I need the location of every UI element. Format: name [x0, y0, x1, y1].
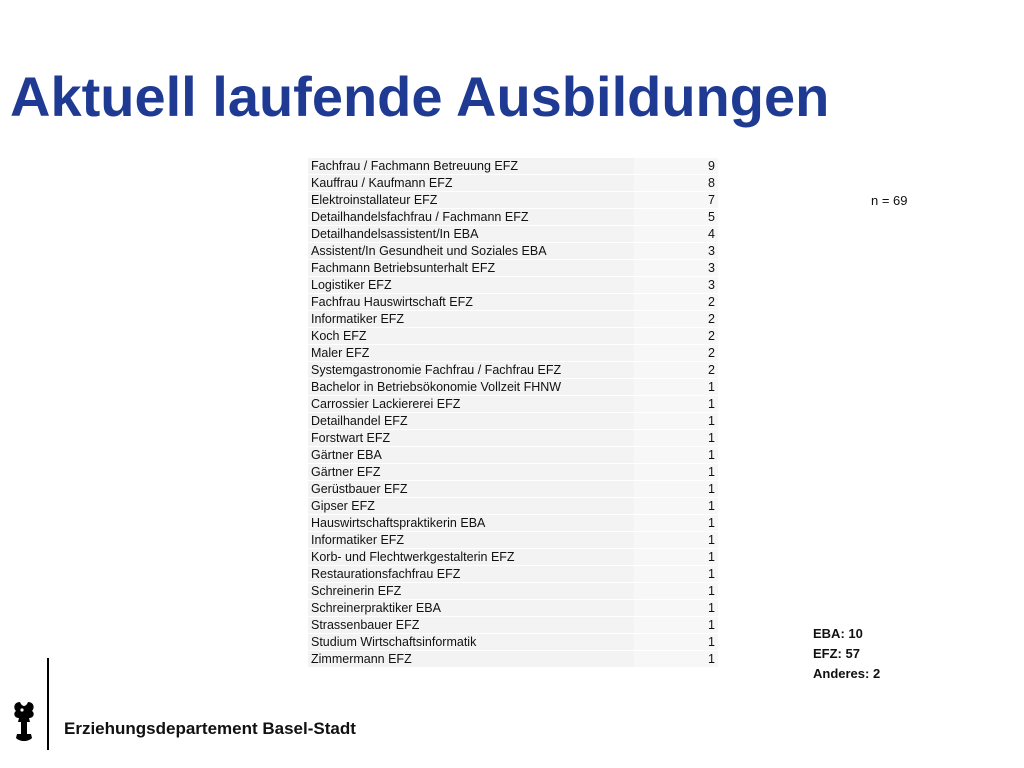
training-name: Maler EFZ — [308, 345, 634, 362]
training-table-body — [308, 158, 718, 668]
training-name: Informatiker EFZ — [308, 311, 634, 328]
table-row — [308, 345, 718, 362]
training-count: 2 — [634, 345, 718, 362]
table-row — [308, 549, 718, 566]
table-row — [308, 481, 718, 498]
training-name: Strassenbauer EFZ — [308, 617, 634, 634]
training-count: 1 — [634, 498, 718, 515]
training-count: 1 — [634, 396, 718, 413]
training-count: 1 — [634, 379, 718, 396]
training-name: Fachfrau / Fachmann Betreuung EFZ — [308, 158, 634, 175]
table-row — [308, 328, 718, 345]
department-name: Erziehungsdepartement Basel-Stadt — [64, 719, 356, 738]
training-name: Hauswirtschaftspraktikerin EBA — [308, 515, 634, 532]
training-name: Gärtner EBA — [308, 447, 634, 464]
training-name: Zimmermann EFZ — [308, 651, 634, 668]
table-row — [308, 583, 718, 600]
footer-divider — [47, 658, 49, 750]
table-row — [308, 532, 718, 549]
summary-eba: EBA: 10 — [813, 626, 863, 641]
table-row — [308, 362, 718, 379]
training-count: 3 — [634, 243, 718, 260]
training-count: 1 — [634, 583, 718, 600]
table-row — [308, 617, 718, 634]
table-row — [308, 192, 718, 209]
training-name: Gerüstbauer EFZ — [308, 481, 634, 498]
table-row — [308, 413, 718, 430]
table-row — [308, 498, 718, 515]
training-name: Forstwart EFZ — [308, 430, 634, 447]
training-name: Elektroinstallateur EFZ — [308, 192, 634, 209]
table-row — [308, 260, 718, 277]
training-name: Detailhandelsfachfrau / Fachmann EFZ — [308, 209, 634, 226]
page-title: Aktuell laufende Ausbildungen — [10, 65, 830, 128]
table-row — [308, 566, 718, 583]
training-count: 1 — [634, 651, 718, 668]
training-count: 3 — [634, 260, 718, 277]
training-count: 1 — [634, 515, 718, 532]
training-count: 2 — [634, 311, 718, 328]
table-row — [308, 464, 718, 481]
training-name: Logistiker EFZ — [308, 277, 634, 294]
training-count: 1 — [634, 532, 718, 549]
training-count: 2 — [634, 362, 718, 379]
training-name: Koch EFZ — [308, 328, 634, 345]
training-name: Restaurationsfachfrau EFZ — [308, 566, 634, 583]
training-count: 1 — [634, 600, 718, 617]
training-count: 1 — [634, 634, 718, 651]
baselstab-icon — [10, 700, 40, 744]
table-row — [308, 175, 718, 192]
training-count: 3 — [634, 277, 718, 294]
sample-size-label: n = 69 — [871, 193, 908, 208]
training-name: Schreinerpraktiker EBA — [308, 600, 634, 617]
training-name: Schreinerin EFZ — [308, 583, 634, 600]
training-name: Fachfrau Hauswirtschaft EFZ — [308, 294, 634, 311]
training-name: Korb- und Flechtwerkgestalterin EFZ — [308, 549, 634, 566]
training-count: 1 — [634, 447, 718, 464]
table-row — [308, 294, 718, 311]
training-name: Gipser EFZ — [308, 498, 634, 515]
table-row — [308, 379, 718, 396]
training-count: 2 — [634, 294, 718, 311]
training-count: 1 — [634, 617, 718, 634]
table-row — [308, 600, 718, 617]
table-row — [308, 447, 718, 464]
training-name: Fachmann Betriebsunterhalt EFZ — [308, 260, 634, 277]
training-name: Detailhandelsassistent/In EBA — [308, 226, 634, 243]
training-count: 1 — [634, 430, 718, 447]
training-count: 5 — [634, 209, 718, 226]
table-row — [308, 634, 718, 651]
training-name: Assistent/In Gesundheit und Soziales EBA — [308, 243, 634, 260]
table-row — [308, 651, 718, 668]
training-count: 8 — [634, 175, 718, 192]
training-name: Systemgastronomie Fachfrau / Fachfrau EFZ — [308, 362, 634, 379]
table-row — [308, 243, 718, 260]
table-row — [308, 277, 718, 294]
table-row — [308, 515, 718, 532]
summary-block — [813, 624, 880, 684]
training-count: 1 — [634, 481, 718, 498]
table-row — [308, 226, 718, 243]
training-name: Gärtner EFZ — [308, 464, 634, 481]
training-count: 1 — [634, 413, 718, 430]
training-table — [308, 158, 718, 668]
table-row — [308, 209, 718, 226]
table-row — [308, 311, 718, 328]
training-count: 7 — [634, 192, 718, 209]
table-row — [308, 396, 718, 413]
training-name: Detailhandel EFZ — [308, 413, 634, 430]
training-count: 2 — [634, 328, 718, 345]
training-count: 1 — [634, 549, 718, 566]
training-count: 4 — [634, 226, 718, 243]
table-row — [308, 430, 718, 447]
training-name: Carrossier Lackiererei EFZ — [308, 396, 634, 413]
training-name: Bachelor in Betriebsökonomie Vollzeit FHNW — [308, 379, 634, 396]
training-count: 9 — [634, 158, 718, 175]
table-row — [308, 158, 718, 175]
summary-other: Anderes: 2 — [813, 666, 881, 681]
training-name: Informatiker EFZ — [308, 532, 634, 549]
training-name: Studium Wirtschaftsinformatik — [308, 634, 634, 651]
training-count: 1 — [634, 464, 718, 481]
training-name: Kauffrau / Kaufmann EFZ — [308, 175, 634, 192]
training-count: 1 — [634, 566, 718, 583]
summary-efz: EFZ: 57 — [813, 646, 860, 661]
